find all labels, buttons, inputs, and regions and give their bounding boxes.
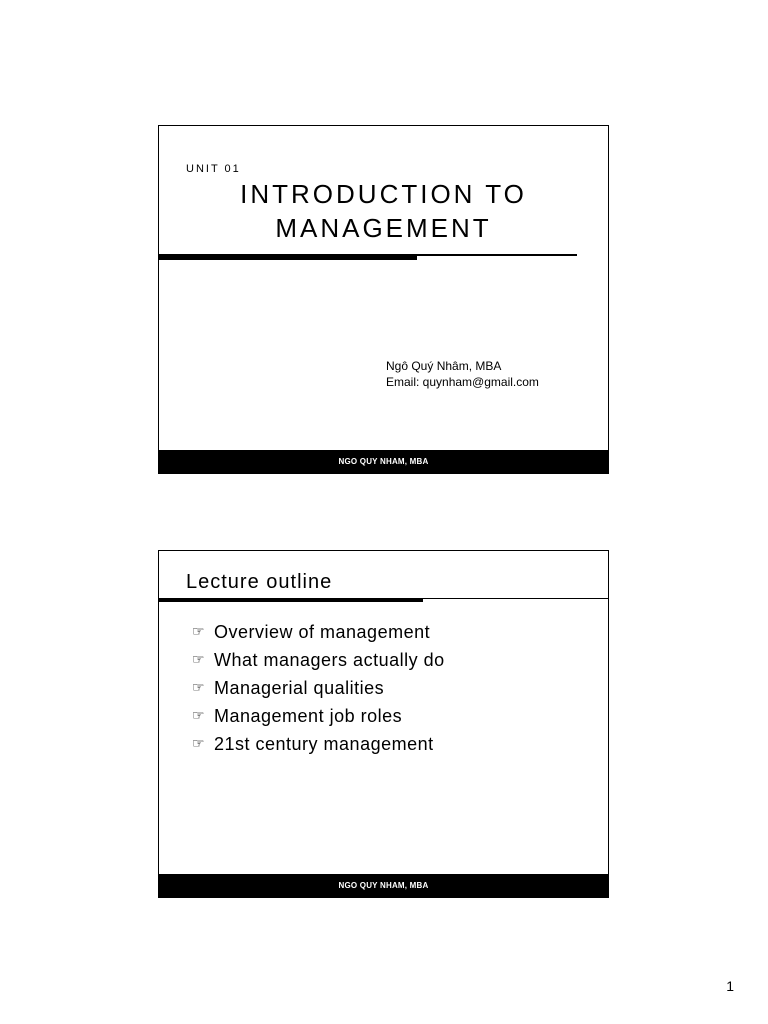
outline-underline-thin	[423, 598, 608, 599]
pointing-hand-icon: ☞	[192, 708, 206, 724]
slide-title-line-1: INTRODUCTION TO	[240, 179, 527, 209]
list-item: ☞ Management job roles	[192, 702, 445, 730]
list-item: ☞ 21st century management	[192, 730, 445, 758]
outline-underline-thick	[159, 598, 423, 602]
outline-title: Lecture outline	[186, 571, 333, 593]
unit-label: UNIT 01	[186, 163, 241, 175]
slide-footer: NGO QUY NHAM, MBA	[159, 874, 608, 897]
title-slide	[158, 125, 609, 474]
pointing-hand-icon: ☞	[192, 680, 206, 696]
author-block	[386, 358, 539, 390]
pointing-hand-icon: ☞	[192, 736, 206, 752]
title-underline-thick	[159, 254, 417, 260]
title-underline-thin	[417, 254, 577, 256]
outline-slide	[158, 550, 609, 898]
page-number: 1	[726, 978, 734, 994]
slide-title-line-2: MANAGEMENT	[275, 213, 492, 243]
list-item: ☞ Managerial qualities	[192, 674, 445, 702]
pointing-hand-icon: ☞	[192, 624, 206, 640]
pointing-hand-icon: ☞	[192, 652, 206, 668]
slide-footer: NGO QUY NHAM, MBA	[159, 450, 608, 473]
outline-list	[192, 618, 445, 758]
slide-title	[159, 177, 608, 245]
list-item: ☞ Overview of management	[192, 618, 445, 646]
list-item: ☞ What managers actually do	[192, 646, 445, 674]
author-name: Ngô Quý Nhâm, MBA	[386, 359, 502, 373]
author-email: Email: quynham@gmail.com	[386, 375, 539, 389]
